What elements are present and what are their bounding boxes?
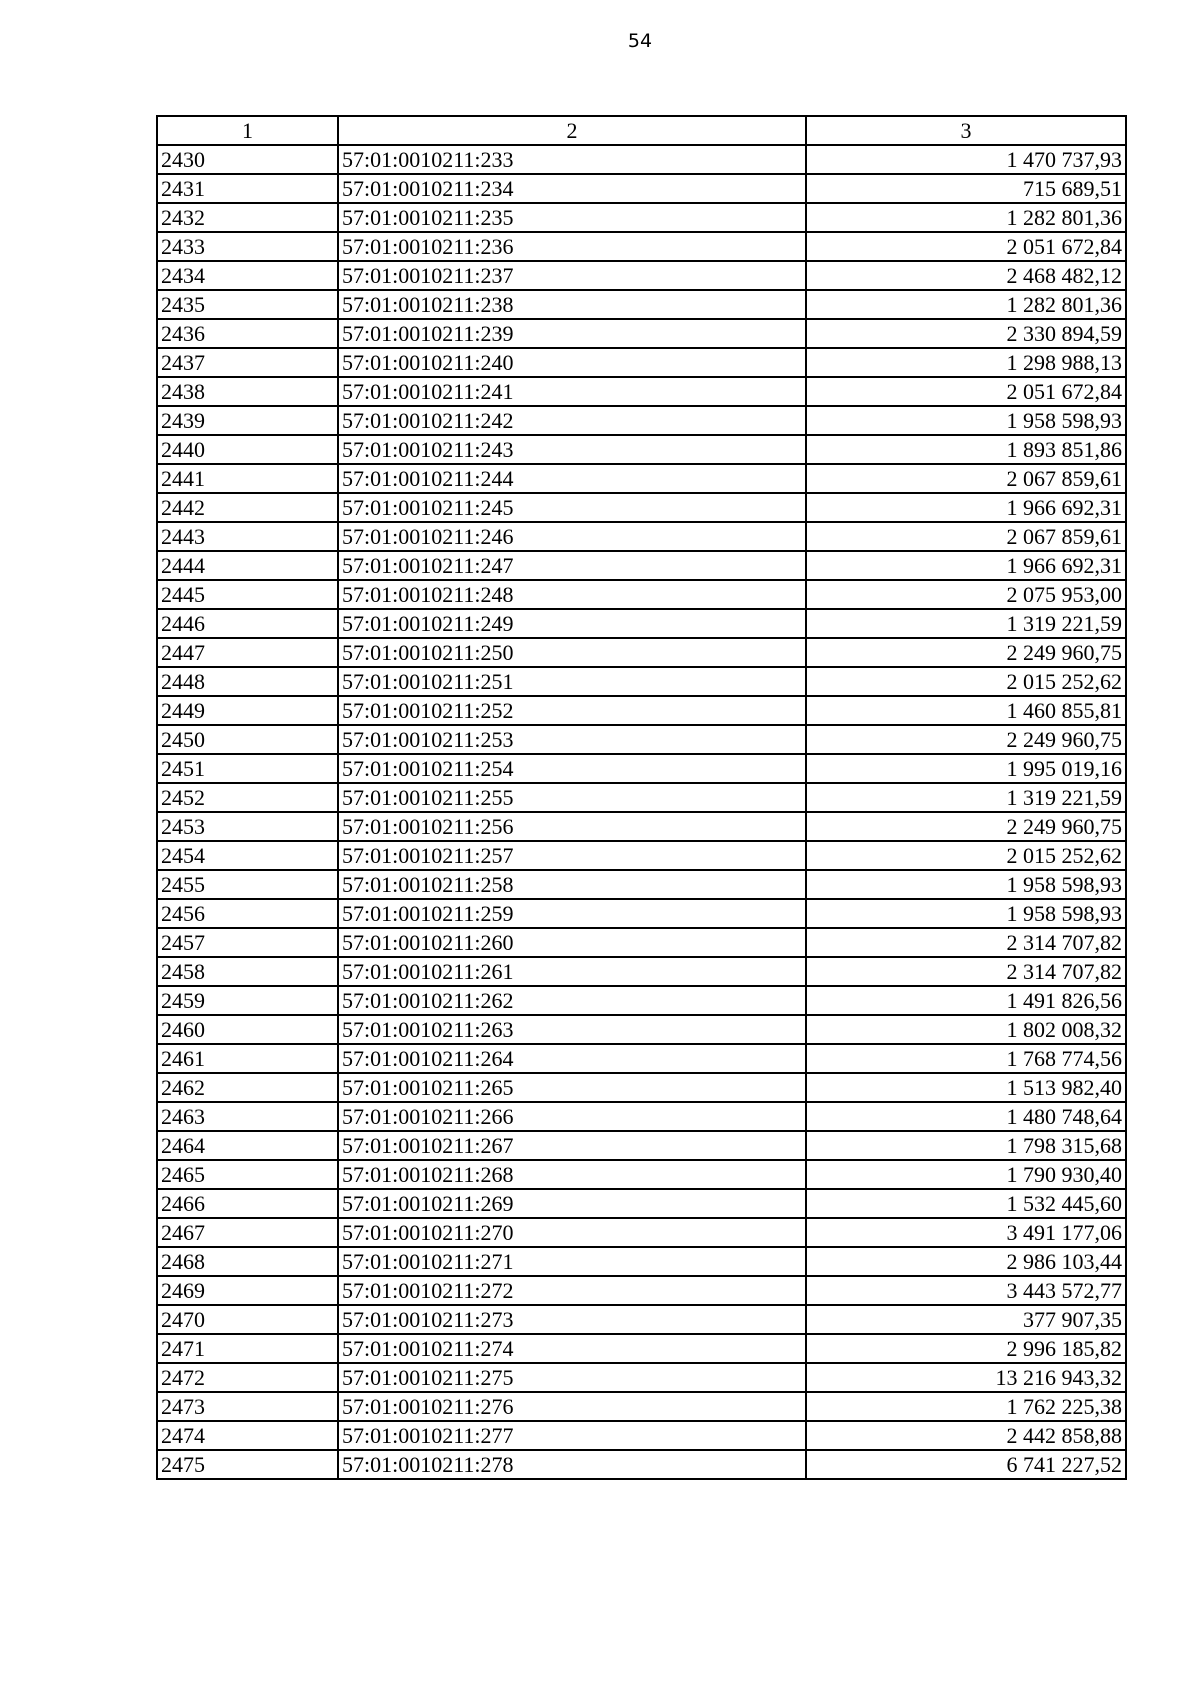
cadastral-number-cell: 57:01:0010211:234 — [338, 174, 806, 203]
cadastral-number-cell: 57:01:0010211:235 — [338, 203, 806, 232]
cadastral-number-cell: 57:01:0010211:265 — [338, 1073, 806, 1102]
cadastral-number-cell: 57:01:0010211:264 — [338, 1044, 806, 1073]
value-cell: 1 958 598,93 — [806, 870, 1126, 899]
row-number-cell: 2470 — [157, 1305, 338, 1334]
value-cell: 2 015 252,62 — [806, 667, 1126, 696]
value-cell: 2 442 858,88 — [806, 1421, 1126, 1450]
table-row — [157, 812, 1126, 841]
row-number-cell: 2452 — [157, 783, 338, 812]
table-row — [157, 1334, 1126, 1363]
row-number-cell: 2437 — [157, 348, 338, 377]
value-cell: 1 470 737,93 — [806, 145, 1126, 174]
row-number-cell: 2444 — [157, 551, 338, 580]
row-number-cell: 2431 — [157, 174, 338, 203]
table-row — [157, 522, 1126, 551]
cadastral-number-cell: 57:01:0010211:267 — [338, 1131, 806, 1160]
value-cell: 2 051 672,84 — [806, 377, 1126, 406]
cadastral-number-cell: 57:01:0010211:250 — [338, 638, 806, 667]
table-row — [157, 1392, 1126, 1421]
cadastral-number-cell: 57:01:0010211:268 — [338, 1160, 806, 1189]
row-number-cell: 2442 — [157, 493, 338, 522]
table-row — [157, 348, 1126, 377]
cadastral-number-cell: 57:01:0010211:238 — [338, 290, 806, 319]
value-cell: 1 958 598,93 — [806, 899, 1126, 928]
cadastral-number-cell: 57:01:0010211:248 — [338, 580, 806, 609]
row-number-cell: 2440 — [157, 435, 338, 464]
row-number-cell: 2458 — [157, 957, 338, 986]
cadastral-number-cell: 57:01:0010211:276 — [338, 1392, 806, 1421]
table-row — [157, 841, 1126, 870]
row-number-cell: 2441 — [157, 464, 338, 493]
column-header-2: 2 — [338, 116, 806, 145]
value-cell: 377 907,35 — [806, 1305, 1126, 1334]
cadastral-number-cell: 57:01:0010211:275 — [338, 1363, 806, 1392]
table-row — [157, 232, 1126, 261]
value-cell: 1 802 008,32 — [806, 1015, 1126, 1044]
cadastral-number-cell: 57:01:0010211:239 — [338, 319, 806, 348]
value-cell: 2 249 960,75 — [806, 638, 1126, 667]
cadastral-number-cell: 57:01:0010211:263 — [338, 1015, 806, 1044]
table-body — [157, 145, 1126, 1479]
value-cell: 1 319 221,59 — [806, 609, 1126, 638]
cadastral-number-cell: 57:01:0010211:255 — [338, 783, 806, 812]
page-number: 54 — [627, 30, 653, 52]
row-number-cell: 2463 — [157, 1102, 338, 1131]
table-row — [157, 638, 1126, 667]
table-row — [157, 1044, 1126, 1073]
table-row — [157, 1160, 1126, 1189]
value-cell: 1 480 748,64 — [806, 1102, 1126, 1131]
cadastral-number-cell: 57:01:0010211:254 — [338, 754, 806, 783]
cadastral-number-cell: 57:01:0010211:274 — [338, 1334, 806, 1363]
table-row — [157, 1363, 1126, 1392]
value-cell: 2 249 960,75 — [806, 725, 1126, 754]
cadastral-number-cell: 57:01:0010211:249 — [338, 609, 806, 638]
cadastral-number-cell: 57:01:0010211:271 — [338, 1247, 806, 1276]
table-row — [157, 261, 1126, 290]
table-header-row — [157, 116, 1126, 145]
table-row — [157, 145, 1126, 174]
value-cell: 2 249 960,75 — [806, 812, 1126, 841]
row-number-cell: 2462 — [157, 1073, 338, 1102]
value-cell: 3 491 177,06 — [806, 1218, 1126, 1247]
cadastral-number-cell: 57:01:0010211:259 — [338, 899, 806, 928]
value-cell: 1 762 225,38 — [806, 1392, 1126, 1421]
cadastral-number-cell: 57:01:0010211:245 — [338, 493, 806, 522]
row-number-cell: 2434 — [157, 261, 338, 290]
table-row — [157, 174, 1126, 203]
cadastral-number-cell: 57:01:0010211:269 — [338, 1189, 806, 1218]
row-number-cell: 2456 — [157, 899, 338, 928]
value-cell: 2 067 859,61 — [806, 522, 1126, 551]
cadastral-number-cell: 57:01:0010211:242 — [338, 406, 806, 435]
table-row — [157, 986, 1126, 1015]
cadastral-number-cell: 57:01:0010211:243 — [338, 435, 806, 464]
cadastral-number-cell: 57:01:0010211:262 — [338, 986, 806, 1015]
value-cell: 3 443 572,77 — [806, 1276, 1126, 1305]
value-cell: 2 314 707,82 — [806, 957, 1126, 986]
row-number-cell: 2447 — [157, 638, 338, 667]
row-number-cell: 2468 — [157, 1247, 338, 1276]
value-cell: 1 966 692,31 — [806, 551, 1126, 580]
cadastral-number-cell: 57:01:0010211:256 — [338, 812, 806, 841]
value-cell: 1 282 801,36 — [806, 290, 1126, 319]
row-number-cell: 2430 — [157, 145, 338, 174]
value-cell: 2 015 252,62 — [806, 841, 1126, 870]
row-number-cell: 2465 — [157, 1160, 338, 1189]
row-number-cell: 2475 — [157, 1450, 338, 1479]
value-cell: 1 532 445,60 — [806, 1189, 1126, 1218]
value-cell: 1 790 930,40 — [806, 1160, 1126, 1189]
row-number-cell: 2455 — [157, 870, 338, 899]
value-cell: 1 491 826,56 — [806, 986, 1126, 1015]
row-number-cell: 2473 — [157, 1392, 338, 1421]
cadastral-number-cell: 57:01:0010211:253 — [338, 725, 806, 754]
row-number-cell: 2474 — [157, 1421, 338, 1450]
cadastral-number-cell: 57:01:0010211:233 — [338, 145, 806, 174]
table-row — [157, 580, 1126, 609]
value-cell: 2 330 894,59 — [806, 319, 1126, 348]
table-row — [157, 1305, 1126, 1334]
cadastral-number-cell: 57:01:0010211:270 — [338, 1218, 806, 1247]
table-row — [157, 464, 1126, 493]
value-cell: 2 986 103,44 — [806, 1247, 1126, 1276]
table-row — [157, 1450, 1126, 1479]
column-header-3: 3 — [806, 116, 1126, 145]
row-number-cell: 2453 — [157, 812, 338, 841]
row-number-cell: 2433 — [157, 232, 338, 261]
cadastral-number-cell: 57:01:0010211:257 — [338, 841, 806, 870]
table-row — [157, 551, 1126, 580]
row-number-cell: 2469 — [157, 1276, 338, 1305]
cadastral-number-cell: 57:01:0010211:273 — [338, 1305, 806, 1334]
row-number-cell: 2464 — [157, 1131, 338, 1160]
cadastral-number-cell: 57:01:0010211:266 — [338, 1102, 806, 1131]
column-header-1: 1 — [157, 116, 338, 145]
table-row — [157, 928, 1126, 957]
table-row — [157, 1189, 1126, 1218]
value-cell: 1 460 855,81 — [806, 696, 1126, 725]
table-row — [157, 377, 1126, 406]
table-row — [157, 1421, 1126, 1450]
cadastral-number-cell: 57:01:0010211:278 — [338, 1450, 806, 1479]
value-cell: 2 051 672,84 — [806, 232, 1126, 261]
row-number-cell: 2466 — [157, 1189, 338, 1218]
table-row — [157, 203, 1126, 232]
value-cell: 1 282 801,36 — [806, 203, 1126, 232]
table-row — [157, 1276, 1126, 1305]
table-row — [157, 1102, 1126, 1131]
cadastral-number-cell: 57:01:0010211:246 — [338, 522, 806, 551]
row-number-cell: 2451 — [157, 754, 338, 783]
row-number-cell: 2436 — [157, 319, 338, 348]
cadastral-number-cell: 57:01:0010211:272 — [338, 1276, 806, 1305]
table-row — [157, 435, 1126, 464]
table-row — [157, 406, 1126, 435]
row-number-cell: 2445 — [157, 580, 338, 609]
table-row — [157, 290, 1126, 319]
value-cell: 6 741 227,52 — [806, 1450, 1126, 1479]
table-row — [157, 957, 1126, 986]
table-row — [157, 754, 1126, 783]
row-number-cell: 2461 — [157, 1044, 338, 1073]
cadastral-number-cell: 57:01:0010211:240 — [338, 348, 806, 377]
row-number-cell: 2432 — [157, 203, 338, 232]
value-cell: 1 995 019,16 — [806, 754, 1126, 783]
table-row — [157, 493, 1126, 522]
value-cell: 1 966 692,31 — [806, 493, 1126, 522]
table-row — [157, 1131, 1126, 1160]
row-number-cell: 2448 — [157, 667, 338, 696]
value-cell: 1 958 598,93 — [806, 406, 1126, 435]
cadastral-number-cell: 57:01:0010211:258 — [338, 870, 806, 899]
row-number-cell: 2435 — [157, 290, 338, 319]
table-row — [157, 667, 1126, 696]
row-number-cell: 2449 — [157, 696, 338, 725]
table-row — [157, 1015, 1126, 1044]
value-cell: 1 768 774,56 — [806, 1044, 1126, 1073]
row-number-cell: 2467 — [157, 1218, 338, 1247]
cadastral-number-cell: 57:01:0010211:241 — [338, 377, 806, 406]
row-number-cell: 2443 — [157, 522, 338, 551]
cadastral-number-cell: 57:01:0010211:236 — [338, 232, 806, 261]
cadastral-number-cell: 57:01:0010211:261 — [338, 957, 806, 986]
value-cell: 2 468 482,12 — [806, 261, 1126, 290]
row-number-cell: 2439 — [157, 406, 338, 435]
value-cell: 1 319 221,59 — [806, 783, 1126, 812]
table-row — [157, 696, 1126, 725]
value-cell: 715 689,51 — [806, 174, 1126, 203]
row-number-cell: 2446 — [157, 609, 338, 638]
value-cell: 1 798 315,68 — [806, 1131, 1126, 1160]
table-row — [157, 870, 1126, 899]
table-row — [157, 899, 1126, 928]
value-cell: 13 216 943,32 — [806, 1363, 1126, 1392]
value-cell: 1 298 988,13 — [806, 348, 1126, 377]
row-number-cell: 2454 — [157, 841, 338, 870]
row-number-cell: 2460 — [157, 1015, 338, 1044]
cadastral-number-cell: 57:01:0010211:277 — [338, 1421, 806, 1450]
table-row — [157, 783, 1126, 812]
value-cell: 1 513 982,40 — [806, 1073, 1126, 1102]
table-row — [157, 1247, 1126, 1276]
value-cell: 2 314 707,82 — [806, 928, 1126, 957]
row-number-cell: 2457 — [157, 928, 338, 957]
cadastral-number-cell: 57:01:0010211:244 — [338, 464, 806, 493]
row-number-cell: 2450 — [157, 725, 338, 754]
value-cell: 2 075 953,00 — [806, 580, 1126, 609]
table-row — [157, 609, 1126, 638]
cadastral-number-cell: 57:01:0010211:260 — [338, 928, 806, 957]
table-row — [157, 1218, 1126, 1247]
cadastral-number-cell: 57:01:0010211:251 — [338, 667, 806, 696]
row-number-cell: 2459 — [157, 986, 338, 1015]
cadastral-number-cell: 57:01:0010211:252 — [338, 696, 806, 725]
row-number-cell: 2472 — [157, 1363, 338, 1392]
table-row — [157, 319, 1126, 348]
table-row — [157, 1073, 1126, 1102]
value-cell: 1 893 851,86 — [806, 435, 1126, 464]
row-number-cell: 2471 — [157, 1334, 338, 1363]
row-number-cell: 2438 — [157, 377, 338, 406]
value-cell: 2 067 859,61 — [806, 464, 1126, 493]
table-row — [157, 725, 1126, 754]
cadastral-number-cell: 57:01:0010211:237 — [338, 261, 806, 290]
data-table — [156, 115, 1127, 1480]
value-cell: 2 996 185,82 — [806, 1334, 1126, 1363]
cadastral-number-cell: 57:01:0010211:247 — [338, 551, 806, 580]
